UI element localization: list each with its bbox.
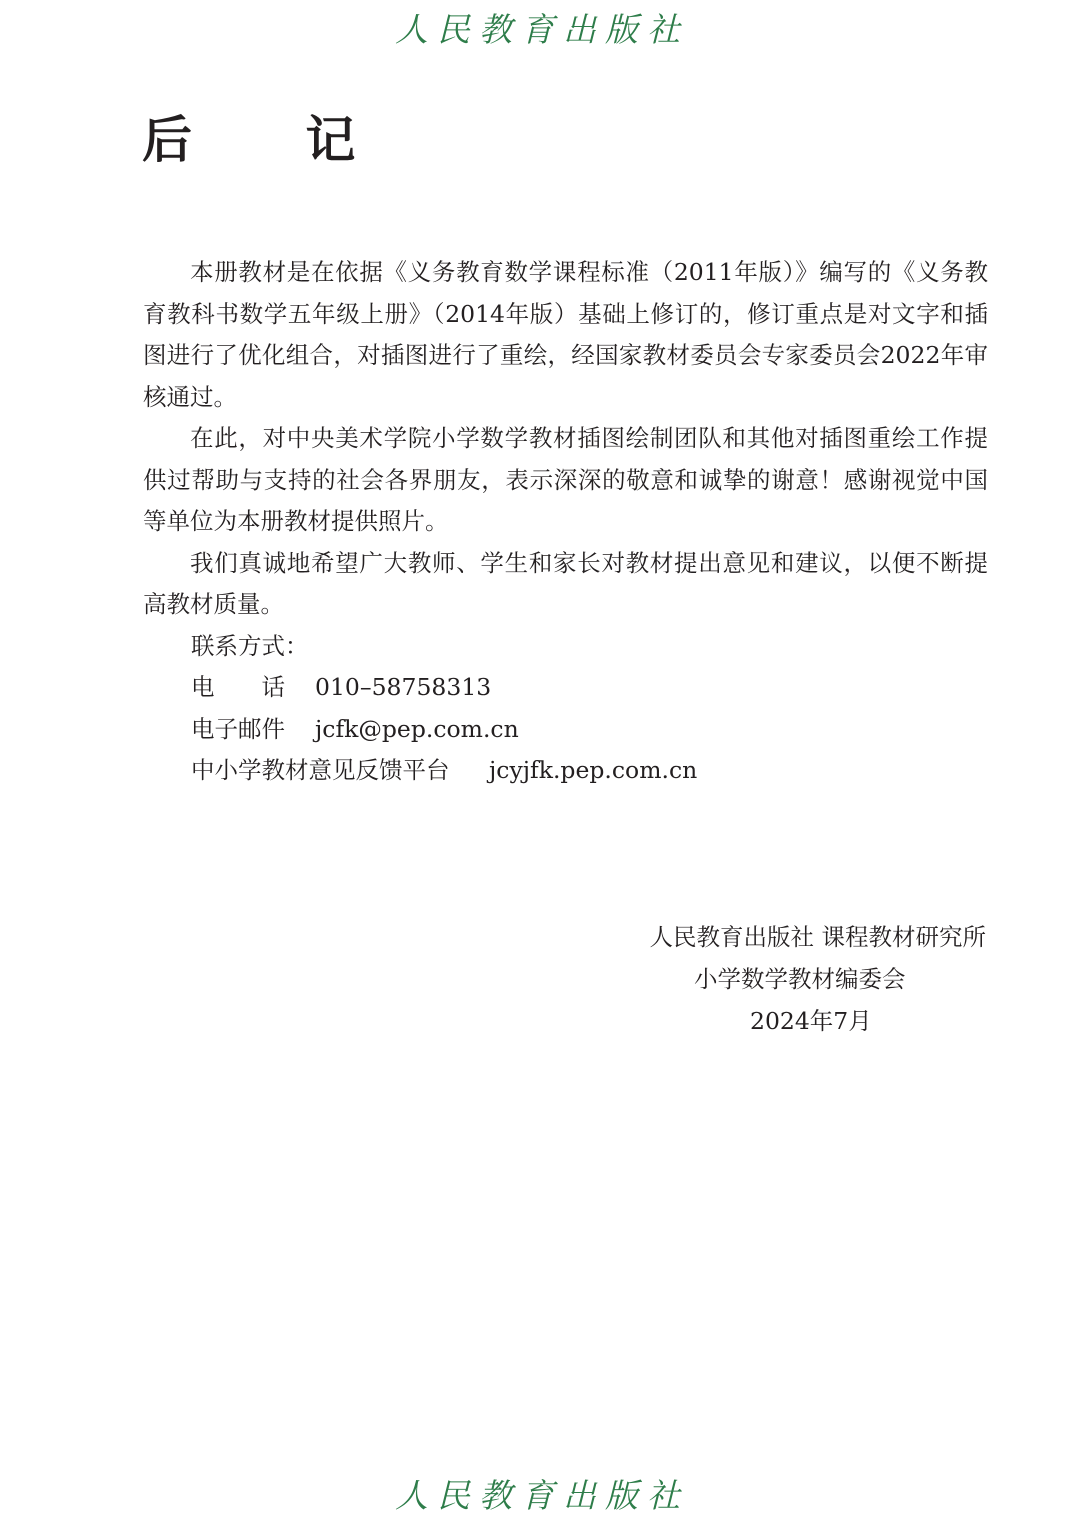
contact-phone-row	[143, 667, 988, 709]
contact-email-row	[143, 709, 988, 751]
contact-platform-row	[143, 750, 988, 792]
publisher-logo-footer: 人民教育出版社	[395, 1476, 689, 1515]
afterword-body	[143, 252, 988, 792]
signature-block	[600, 916, 990, 1042]
signature-committee: 小学数学教材编委会	[694, 965, 906, 993]
paragraph-feedback-request: 我们真诚地希望广大教师、学生和家长对教材提出意见和建议，以便不断提高教材质量。	[143, 548, 988, 618]
signature-date: 2024年7月	[750, 1007, 872, 1035]
contact-platform-label: 中小学教材意见反馈平台	[191, 756, 450, 784]
page-title: 后 记	[142, 110, 404, 169]
contact-heading: 联系方式：	[191, 631, 309, 660]
paragraph-revision-note: 本册教材是在依据《义务教育数学课程标准（2011年版）》编写的《义务教育教科书数学五年级上册》（2014年版）基础上修订的，修订重点是对文字和插图进行了优化组合，对插图进行了重绘，经国家教材委员会专家委员会2022年审核通过。	[143, 258, 988, 411]
contact-phone-label: 电 话	[191, 673, 285, 701]
signature-org: 人民教育出版社 课程教材研究所	[649, 923, 986, 951]
paragraph-acknowledgements: 在此，对中央美术学院小学数学教材插图绘制团队和其他对插图重绘工作提供过帮助与支持的社会各界朋友，表示深深的敬意和诚挚的谢意！感谢视觉中国等单位为本册教材提供照片。	[143, 424, 988, 535]
contact-email-value: jcfk@pep.com.cn	[315, 714, 519, 743]
publisher-logo-header: 人民教育出版社	[395, 10, 689, 49]
contact-phone-value: 010–58758313	[315, 673, 492, 701]
contact-email-label: 电子邮件	[191, 714, 285, 743]
contact-platform-value: jcyjfk.pep.com.cn	[489, 756, 698, 784]
